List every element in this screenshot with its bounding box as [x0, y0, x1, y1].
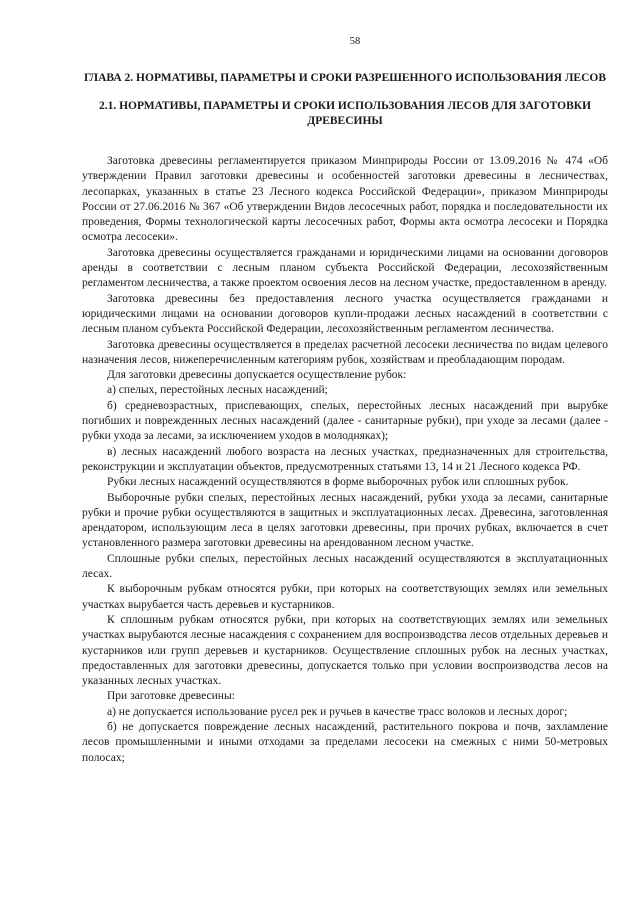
- list-item: б) не допускается повреждение лесных насаждений, растительного покрова и почв, захламление лесов промышленными и иными отходами за пределами лесосеки на смежных с ними 50-метровых полосах;: [82, 720, 608, 764]
- paragraph: К выборочным рубкам относятся рубки, при которых на соответствующих землях или земельных участках вырубается часть деревьев и кустарников.: [82, 583, 608, 611]
- paragraph: Выборочные рубки спелых, перестойных лесных насаждений, рубки ухода за лесами, санитарные рубки и прочие рубки осуществляются в защитных и эксплуатационных лесах. Древесина, заготовленная арендатором, использующим леса в целях заготовки древесины, при прочих рубках, включается в счет установленного размера заготовки древесины на арендованном лесном участке.: [82, 491, 608, 550]
- paragraph: При заготовке древесины:: [107, 690, 235, 703]
- paragraph: Рубки лесных насаждений осуществляются в форме выборочных рубок или сплошных рубок.: [107, 476, 569, 489]
- paragraph: Заготовка древесины регламентируется приказом Минприроды России от 13.09.2016 № 474 «Об утверждении Правил заготовки древесины и особенностей заготовки древесины в лесничествах, лесопарках, указанных в статье 23 Лесного кодекса Российской Федерации», приказом Минприроды России от 27.06.2016 № 367 «Об утверждении Видов лесосечных работ, порядка и последовательности их проведения, Формы технологической карты лесосечных работ, Формы акта осмотра лесосеки и Порядка осмотра лесосеки».: [82, 155, 608, 244]
- page-number: 58: [349, 36, 361, 47]
- list-item: в) лесных насаждений любого возраста на лесных участках, предназначенных для строительства, реконструкции и эксплуатации объектов, предусмотренных статьями 13, 14 и 21 Лесного кодекса РФ.: [82, 445, 608, 473]
- section-title: 2.1. НОРМАТИВЫ, ПАРАМЕТРЫ И СРОКИ ИСПОЛЬЗОВАНИЯ ЛЕСОВ ДЛЯ ЗАГОТОВКИ ДРЕВЕСИНЫ: [98, 100, 592, 127]
- paragraph: Заготовка древесины осуществляется гражданами и юридическими лицами на основании договоров аренды в соответствии с лесным планом субъекта Российской Федерации, лесохозяйственным регламентом лесничества, а также проектом освоения лесов на лесном участке, предоставленном в аренду.: [82, 246, 608, 290]
- list-item: а) спелых, перестойных лесных насаждений;: [107, 384, 328, 397]
- paragraph: Сплошные рубки спелых, перестойных лесных насаждений осуществляются в эксплуатационных лесах.: [82, 552, 608, 581]
- chapter-title: ГЛАВА 2. НОРМАТИВЫ, ПАРАМЕТРЫ И СРОКИ РАЗРЕШЕННОГО ИСПОЛЬЗОВАНИЯ ЛЕСОВ: [83, 72, 607, 84]
- paragraph: Заготовка древесины осуществляется в пределах расчетной лесосеки лесничества по видам целевого назначения лесов, нижеперечисленным категориям рубок, хозяйствам и преобладающим породам.: [82, 338, 608, 366]
- list-item: а) не допускается использование русел рек и ручьев в качестве трасс волоков и лесных дорог;: [107, 705, 568, 718]
- paragraph: Заготовка древесины без предоставления лесного участка осуществляется гражданами и юридическими лицами на основании договоров купли-продажи лесных насаждений в соответствии с лесным планом субъекта Российской Федерации, лесохозяйственным регламентом лесничества.: [82, 292, 608, 336]
- paragraph: К сплошным рубкам относятся рубки, при которых на соответствующих землях или земельных участках вырубаются лесные насаждения с сохранением для воспроизводства лесов отдельных деревьев и кустарников или групп деревьев и кустарников. Осуществление сплошных рубок на лесных участках, предоставленных для заготовки древесины, допускается только при условии воспроизводства лесов на указанных лесных участках.: [82, 613, 608, 688]
- body-text: [82, 154, 608, 766]
- list-item: б) средневозрастных, приспевающих, спелых, перестойных лесных насаждений при вырубке погибших и поврежденных лесных насаждений (далее - санитарные рубки), при уходе за лесами (далее - рубки ухода за лесами, за исключением уходов в молодняках);: [82, 399, 608, 443]
- paragraph: Для заготовки древесины допускается осуществление рубок:: [107, 369, 407, 382]
